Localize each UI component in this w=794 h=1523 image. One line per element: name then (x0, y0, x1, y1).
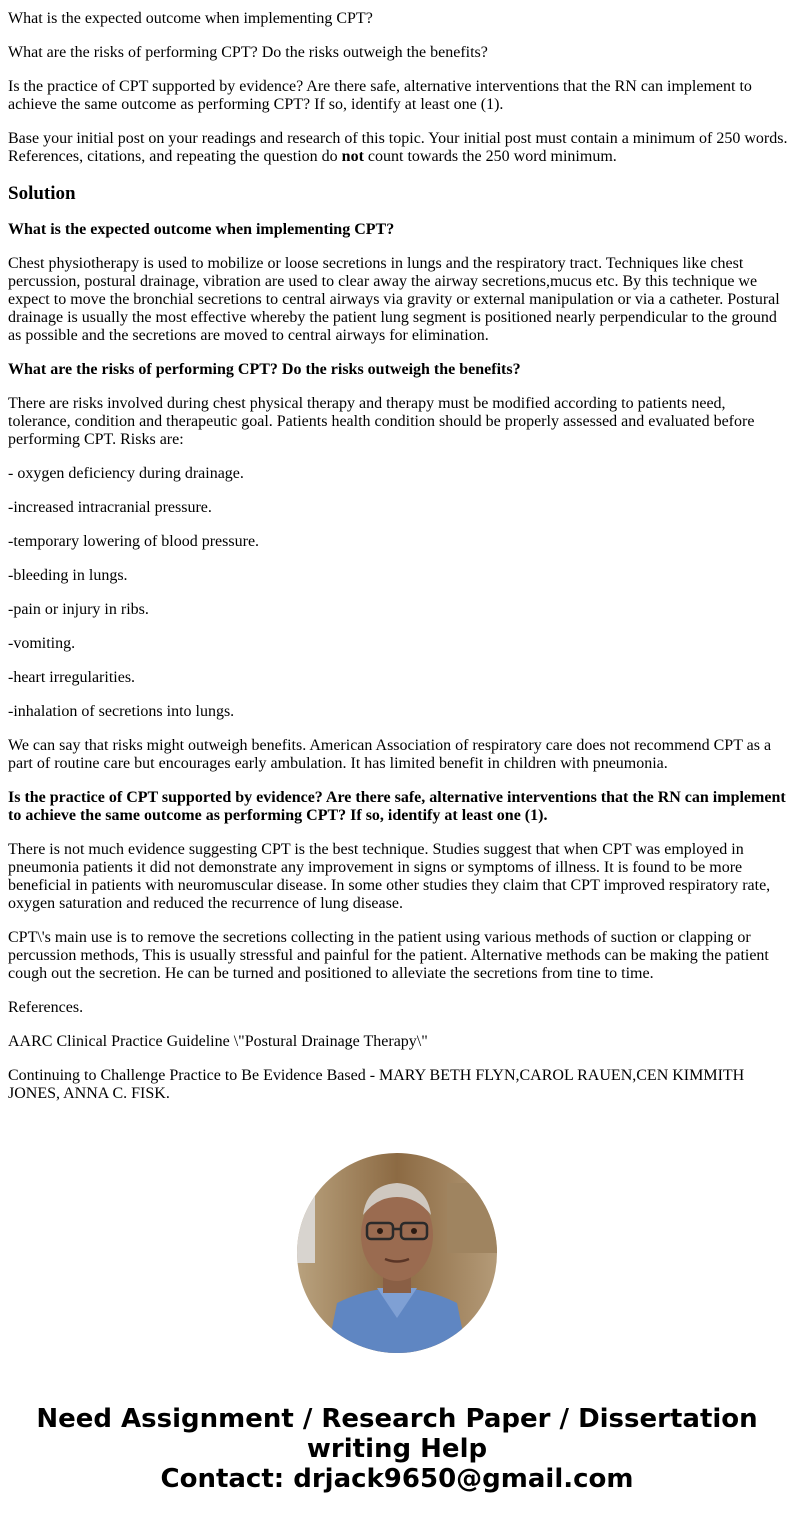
risk-item: -temporary lowering of blood pressure. (8, 533, 260, 550)
author-portrait (297, 1153, 497, 1353)
document-body (8, 10, 788, 1119)
contact-line-1: Need Assignment / Research Paper / Dissertation (36, 1404, 758, 1434)
answer-3-text-2: CPT\'s main use is to remove the secretions collecting in the patient using various methods of suction or clapping or percussion methods, This is usually stressful and painful for the patient. Alternative methods can be making the patient cough out the secretion. He can be turned and positioned to alleviate the secretions from tine to time. (8, 929, 769, 982)
risk-item: -vomiting. (8, 635, 76, 652)
question-2: What are the risks of performing CPT? Do the risks outweigh the benefits? (8, 44, 488, 61)
risk-item: -heart irregularities. (8, 669, 136, 686)
answer-1-text: Chest physiotherapy is used to mobilize or loose secretions in lungs and the respiratory tract. Techniques like chest percussion, postural drainage, vibration are used to clear away the airway secretions,mucus etc. By this technique we expect to move the bronchial secretions to central airways via gravity or external manipulation or via a catheter. Postural drainage is usually the most effective whereby the patient lung segment is positioned nearly perpendicular to the ground as possible and the secretions are moved to central airways for elimination. (8, 255, 780, 344)
answer-2-heading: What are the risks of performing CPT? Do the risks outweigh the benefits? (8, 361, 521, 378)
contact-banner (0, 1404, 794, 1494)
reference-item: Continuing to Challenge Practice to Be Evidence Based - MARY BETH FLYN,CAROL RAUEN,CEN KIMMITH JONES, ANNA C. FISK. (8, 1067, 745, 1102)
reference-item: AARC Clinical Practice Guideline \"Postural Drainage Therapy\" (8, 1033, 428, 1050)
question-1: What is the expected outcome when implementing CPT? (8, 10, 373, 27)
risk-item: - oxygen deficiency during drainage. (8, 465, 244, 482)
solution-heading: Solution (8, 183, 76, 204)
instructions (8, 130, 788, 166)
instructions-text: Base your initial post on your readings and research of this topic. Your initial post must contain a minimum of 250 words. References, citations, and repeating the question do (8, 130, 788, 165)
question-3: Is the practice of CPT supported by evidence? Are there safe, alternative interventions that the RN can implement to achieve the same outcome as performing CPT? If so, identify at least one (1). (8, 78, 752, 113)
instructions-emphasis: not (341, 148, 364, 165)
references-label: References. (8, 999, 84, 1016)
risk-item: -bleeding in lungs. (8, 567, 128, 584)
answer-1-heading: What is the expected outcome when implementing CPT? (8, 221, 395, 238)
answer-3-heading: Is the practice of CPT supported by evidence? Are there safe, alternative interventions that the RN can implement to achieve the same outcome as performing CPT? If so, identify at least one (1). (8, 789, 786, 824)
answer-2-intro: There are risks involved during chest physical therapy and therapy must be modified according to patients need, tolerance, condition and therapeutic goal. Patients health condition should be properly assessed and evaluated before performing CPT. Risks are: (8, 395, 755, 448)
author-avatar (297, 1153, 497, 1353)
answer-3-text-1: There is not much evidence suggesting CPT is the best technique. Studies suggest that when CPT was employed in pneumonia patients it did not demonstrate any improvement in signs or symptoms of illness. It is found to be more beneficial in patients with neuromuscular disease. In some other studies they claim that CPT improved respiratory rate, oxygen saturation and reduced the recurrence of lung disease. (8, 841, 771, 912)
risk-item: -pain or injury in ribs. (8, 601, 149, 618)
instructions-text-end: count towards the 250 word minimum. (367, 148, 617, 165)
risk-item: -increased intracranial pressure. (8, 499, 212, 516)
risk-item: -inhalation of secretions into lungs. (8, 703, 235, 720)
answer-2-conclusion: We can say that risks might outweigh benefits. American Association of respiratory care does not recommend CPT as a part of routine care but encourages early ambulation. It has limited benefit in children with pneumonia. (8, 737, 772, 772)
contact-line-2: writing Help (306, 1434, 488, 1464)
contact-line-3: Contact: drjack9650@gmail.com (160, 1464, 634, 1494)
